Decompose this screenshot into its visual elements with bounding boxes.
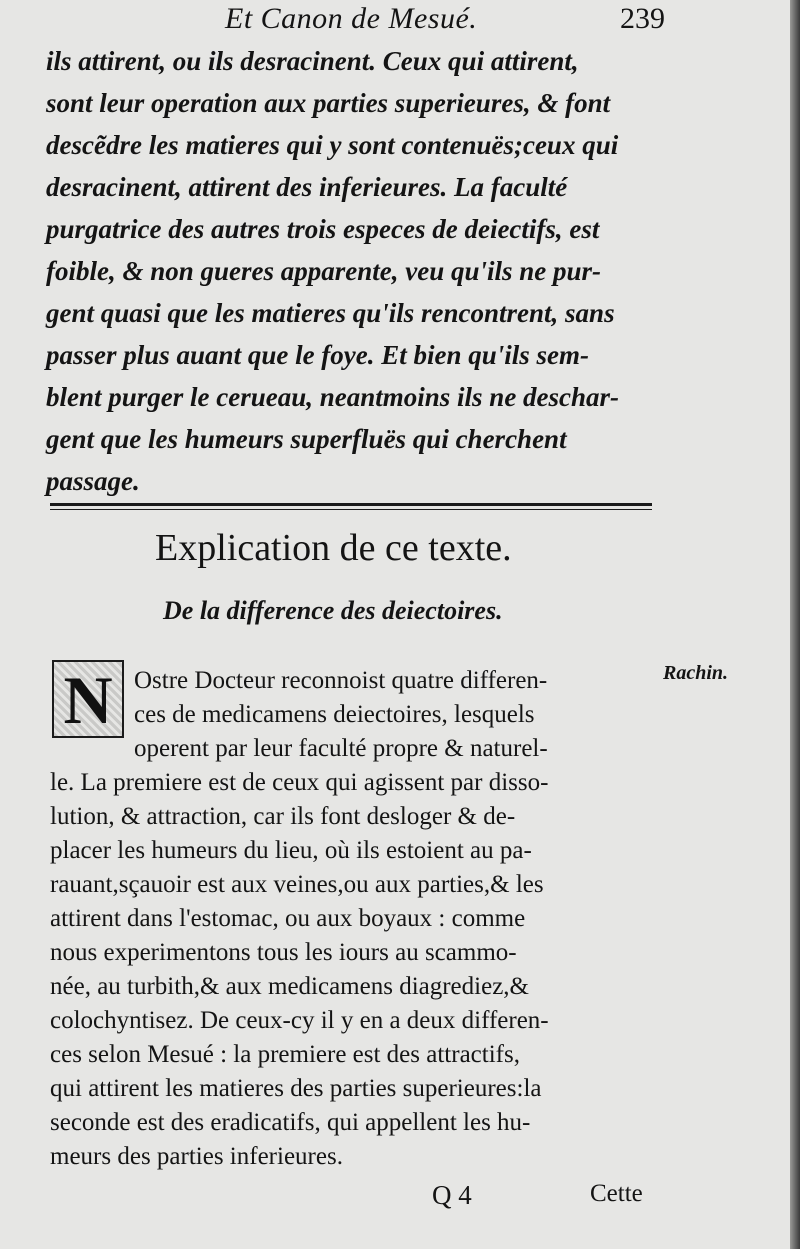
body-line: née, au turbith,& aux medicamens diagrediez,&	[50, 973, 529, 1000]
text-line: gent que les humeurs superfluës qui cherchent	[46, 424, 567, 454]
text-line: gent quasi que les matieres qu'ils rencontrent, sans	[46, 298, 615, 328]
page-gutter-shadow	[790, 0, 800, 1249]
running-head	[225, 2, 665, 38]
body-line: meurs des parties inferieures.	[50, 1143, 343, 1170]
body-line: colochyntisez. De ceux-cy il y en a deux differen-	[50, 1007, 549, 1034]
signature-mark: Q 4	[432, 1180, 472, 1210]
body-text-block	[50, 664, 656, 1174]
section-divider	[50, 503, 652, 510]
body-line: seconde est des eradicatifs, qui appellent les hu-	[50, 1109, 531, 1136]
text-line: passage.	[46, 466, 140, 496]
body-line: qui attirent les matieres des parties superieures:la	[50, 1075, 542, 1102]
text-line: blent purger le cerueau, neantmoins ils ne deschar-	[46, 382, 620, 412]
body-line: ces selon Mesué : la premiere est des attractifs,	[50, 1041, 520, 1068]
text-line: desracinent, attirent des inferieures. La faculté	[46, 172, 568, 202]
text-line: descẽdre les matieres qui y sont contenuës;ceux qui	[46, 130, 619, 160]
body-line: rauant,sçauoir est aux veines,ou aux parties,& les	[50, 871, 544, 898]
body-line: nous experimentons tous les iours au scammo-	[50, 939, 517, 966]
body-line: lution, & attraction, car ils font desloger & de-	[50, 803, 516, 830]
text-line: ils attirent, ou ils desracinent. Ceux qui attirent,	[46, 46, 579, 76]
section-subheading: De la difference des deiectoires.	[163, 596, 503, 625]
running-title: Et Canon de Mesué.	[225, 2, 478, 35]
text-line: foible, & non gueres apparente, veu qu'ils ne pur-	[46, 256, 602, 286]
body-line: le. La premiere est de ceux qui agissent par disso-	[50, 769, 549, 796]
dropcap-letter: N	[63, 662, 113, 738]
body-line: Ostre Docteur reconnoist quatre differen-	[134, 667, 548, 694]
text-line: purgatrice des autres trois especes de deiectifs, est	[46, 214, 600, 244]
text-line: sont leur operation aux parties superieures, & font	[46, 88, 611, 118]
italic-text-block	[46, 40, 652, 502]
body-line: placer les humeurs du lieu, où ils estoient au pa-	[50, 837, 532, 864]
body-line: attirent dans l'estomac, ou aux boyaux : comme	[50, 905, 526, 932]
text-line: passer plus auant que le foye. Et bien qu'ils sem-	[46, 340, 590, 370]
body-line: operent par leur faculté propre & naturel-	[134, 735, 548, 762]
catchword: Cette	[590, 1180, 643, 1207]
body-line: ces de medicamens deiectoires, lesquels	[134, 701, 535, 728]
page-number: 239	[620, 2, 665, 35]
section-heading: Explication de ce texte.	[155, 527, 512, 569]
margin-note: Rachin.	[663, 662, 729, 684]
